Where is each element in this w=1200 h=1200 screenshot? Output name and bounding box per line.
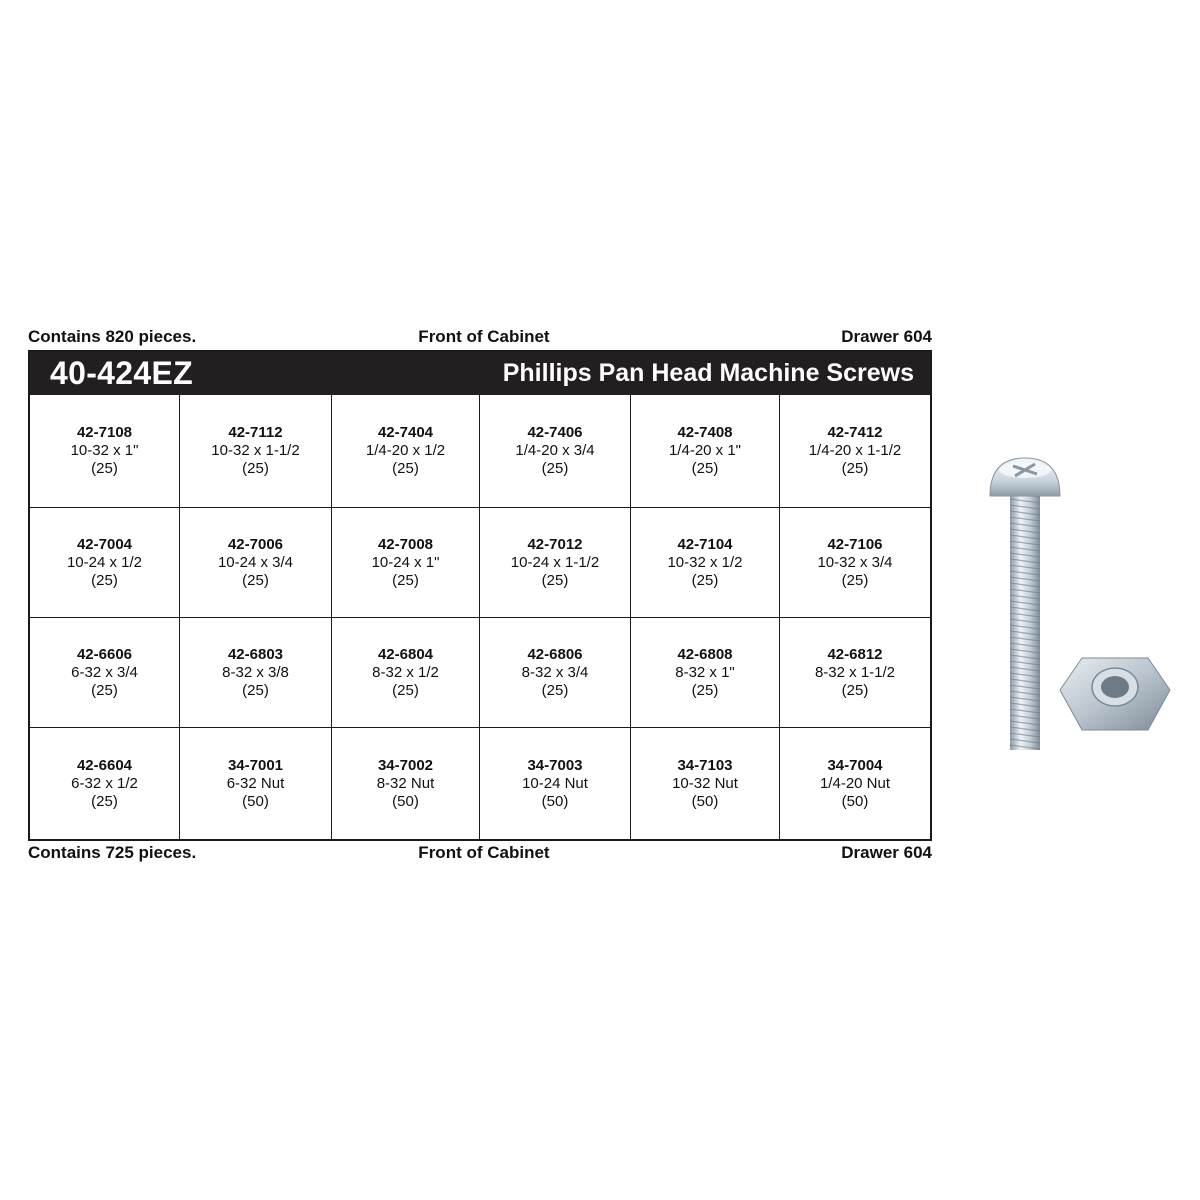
part-number: 42-6606 <box>76 645 133 663</box>
part-quantity: (25) <box>541 681 569 699</box>
part-quantity: (50) <box>242 792 269 810</box>
part-quantity: (50) <box>691 792 719 810</box>
part-quantity: (25) <box>841 460 869 477</box>
compartment-cell <box>332 508 480 618</box>
part-number: 42-7408 <box>677 424 733 441</box>
compartment-cell <box>631 395 780 508</box>
part-quantity: (25) <box>541 460 569 477</box>
part-number: 42-7404 <box>377 424 434 441</box>
part-size: 1/4-20 x 1" <box>668 442 742 459</box>
compartment-cell <box>30 618 180 728</box>
drawer-label-bottom: Drawer 604 <box>841 843 932 862</box>
part-quantity: (25) <box>841 571 869 589</box>
compartment-cell <box>480 508 631 618</box>
part-number: 34-7002 <box>377 756 434 774</box>
compartment-cell <box>480 395 631 508</box>
part-size: 10-24 x 1-1/2 <box>510 553 600 571</box>
compartment-cell <box>631 508 780 618</box>
part-number: 42-6803 <box>227 645 284 663</box>
part-number: 34-7004 <box>827 756 883 774</box>
part-size: 10-24 x 3/4 <box>217 553 294 571</box>
part-quantity: (25) <box>91 792 118 810</box>
part-quantity: (50) <box>841 792 869 810</box>
part-size: 1/4-20 x 1-1/2 <box>808 442 902 459</box>
compartment-cell <box>332 728 480 839</box>
part-size: 10-32 x 1/2 <box>667 553 743 571</box>
compartment-cell <box>480 618 631 728</box>
part-size: 1/4-20 x 3/4 <box>515 442 595 459</box>
part-size: 8-32 x 3/4 <box>521 663 589 681</box>
part-size: 8-32 x 3/8 <box>222 663 289 681</box>
compartment-cell <box>30 728 180 839</box>
part-quantity: (25) <box>691 681 719 699</box>
part-quantity: (25) <box>691 571 719 589</box>
part-quantity: (25) <box>91 681 118 699</box>
screw-and-nut-icon <box>980 450 1180 760</box>
part-number: 42-7006 <box>227 535 284 553</box>
kit-code: 40-424EZ <box>50 355 193 391</box>
part-number: 42-6806 <box>527 645 583 663</box>
part-size: 10-32 x 3/4 <box>817 553 893 571</box>
part-size: 1/4-20 x 1/2 <box>365 442 446 459</box>
part-number: 34-7103 <box>677 756 733 774</box>
part-quantity: (25) <box>392 681 419 699</box>
part-quantity: (25) <box>242 571 269 589</box>
part-size: 8-32 x 1/2 <box>372 663 439 681</box>
part-number: 42-6604 <box>76 756 133 774</box>
compartment-grid <box>30 395 930 839</box>
bottom-caption <box>28 842 932 864</box>
piece-count-bottom: Contains 725 pieces. <box>28 843 197 862</box>
compartment-cell <box>180 728 332 839</box>
part-number: 42-7112 <box>228 424 283 441</box>
compartment-cell <box>180 618 332 728</box>
compartment-cell <box>780 508 930 618</box>
part-quantity: (50) <box>541 792 569 810</box>
kit-title: Phillips Pan Head Machine Screws <box>502 359 914 387</box>
part-number: 42-7412 <box>827 424 883 441</box>
part-quantity: (25) <box>91 571 118 589</box>
part-size: 10-32 Nut <box>672 774 738 792</box>
part-quantity: (25) <box>392 460 419 477</box>
part-number: 42-7012 <box>527 535 583 553</box>
part-size: 6-32 Nut <box>226 774 285 792</box>
part-quantity: (25) <box>691 460 719 477</box>
part-size: 10-24 x 1/2 <box>66 553 143 571</box>
part-number: 42-7008 <box>377 535 434 553</box>
part-size: 8-32 x 1" <box>675 663 735 681</box>
part-number: 34-7001 <box>227 756 284 774</box>
compartment-cell <box>631 728 780 839</box>
part-number: 42-7004 <box>76 535 133 553</box>
part-size: 10-32 x 1" <box>70 442 139 459</box>
part-size: 8-32 Nut <box>376 774 435 792</box>
part-number: 34-7003 <box>527 756 583 774</box>
part-number: 42-7104 <box>677 535 733 553</box>
part-quantity: (25) <box>841 681 869 699</box>
piece-count-top: Contains 820 pieces. <box>28 327 197 346</box>
part-quantity: (50) <box>392 792 419 810</box>
compartment-cell <box>332 618 480 728</box>
compartment-cell <box>30 395 180 508</box>
cabinet-label-bottom: Front of Cabinet <box>418 843 550 862</box>
drawer-label-top: Drawer 604 <box>841 327 932 346</box>
compartment-cell <box>30 508 180 618</box>
top-caption <box>28 326 932 348</box>
part-size: 6-32 x 3/4 <box>71 663 138 681</box>
part-size: 1/4-20 Nut <box>819 774 891 792</box>
part-number: 42-6812 <box>827 645 883 663</box>
part-size: 10-24 x 1" <box>371 553 440 571</box>
compartment-cell <box>332 395 480 508</box>
compartment-cell <box>480 728 631 839</box>
compartment-cell <box>180 508 332 618</box>
compartment-cell <box>631 618 780 728</box>
part-quantity: (25) <box>392 571 419 589</box>
part-size: 8-32 x 1-1/2 <box>814 663 896 681</box>
part-size: 10-32 x 1-1/2 <box>211 442 300 459</box>
part-size: 10-24 Nut <box>522 774 588 792</box>
part-number: 42-7108 <box>76 424 133 441</box>
chart-header <box>30 352 930 395</box>
part-quantity: (25) <box>242 460 269 477</box>
drawer-chart <box>28 350 932 841</box>
part-number: 42-6804 <box>377 645 434 663</box>
cabinet-label-top: Front of Cabinet <box>418 327 550 346</box>
part-quantity: (25) <box>541 571 569 589</box>
part-quantity: (25) <box>242 681 269 699</box>
compartment-cell <box>180 395 332 508</box>
compartment-cell <box>780 618 930 728</box>
part-number: 42-7406 <box>527 424 583 441</box>
compartment-cell <box>780 395 930 508</box>
part-quantity: (25) <box>91 460 118 477</box>
part-number: 42-7106 <box>827 535 883 553</box>
compartment-cell <box>780 728 930 839</box>
part-size: 6-32 x 1/2 <box>71 774 138 792</box>
part-number: 42-6808 <box>677 645 733 663</box>
